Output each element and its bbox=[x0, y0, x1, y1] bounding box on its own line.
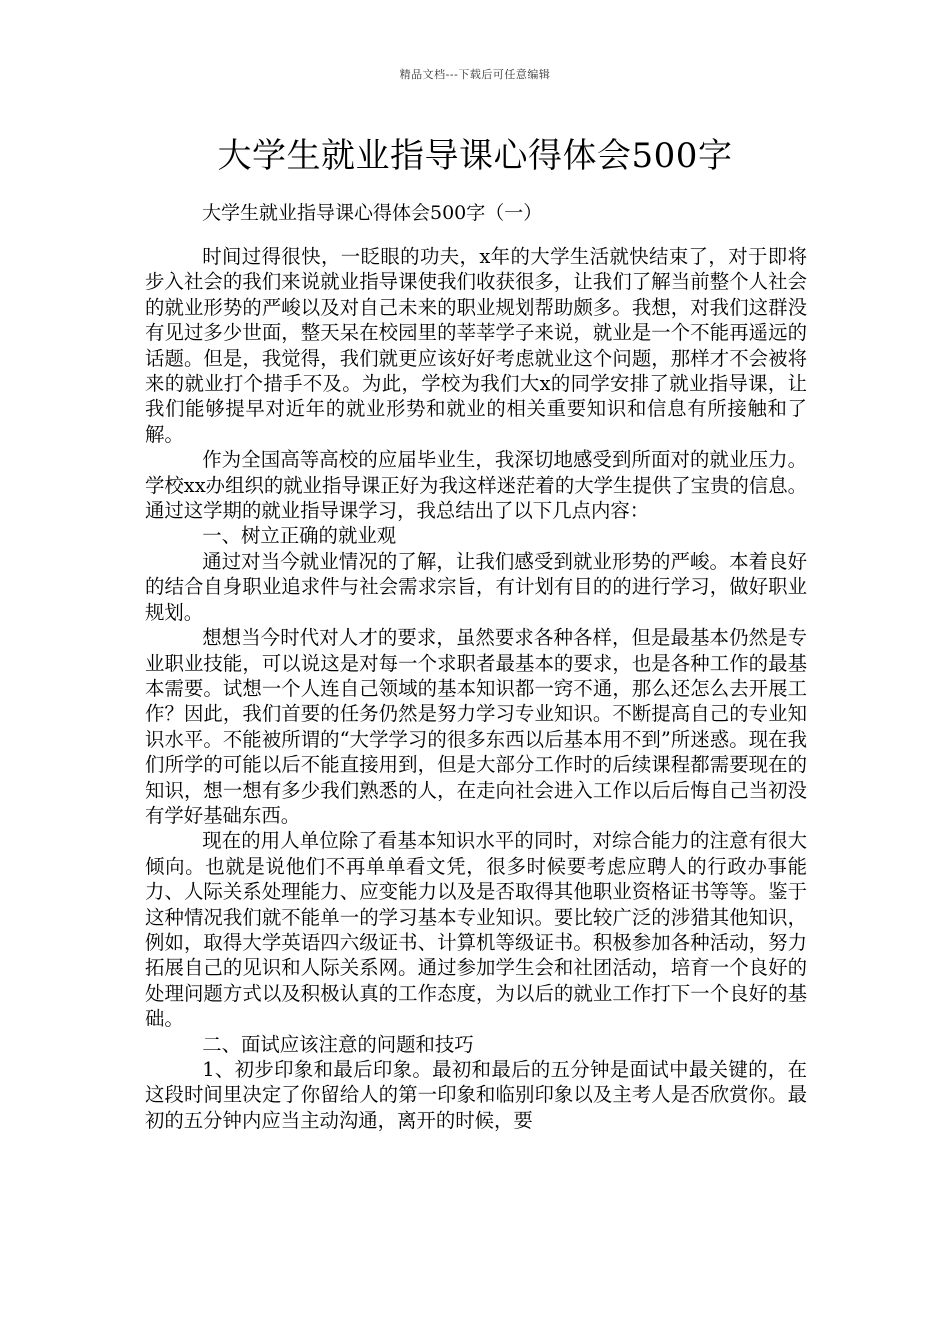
document-title: 大学生就业指导课心得体会500字 bbox=[217, 136, 733, 176]
paragraph: 1、初步印象和最后印象。最初和最后的五分钟是面试中最关键的，在这段时间里决定了你留给人的第一印象和临别印象以及主考人是否欣赏你。最初的五分钟内应当主动沟通，离开的时候，要 bbox=[145, 1058, 807, 1132]
header-note: 精品文档---下载后可任意编辑 bbox=[399, 68, 551, 81]
section-heading: 二、面试应该注意的问题和技巧 bbox=[202, 1032, 474, 1056]
paragraph: 作为全国高等高校的应届毕业生，我深切地感受到所面对的就业压力。学校xx办组织的就业指导课正好为我这样迷茫着的大学生提供了宝贵的信息。通过这学期的就业指导课学习，我总结出了以下几点内容： bbox=[145, 448, 807, 523]
document-body bbox=[145, 244, 807, 1324]
paragraph: 通过对当今就业情况的了解，让我们感受到就业形势的严峻。本着良好的结合自身职业追求件与社会需求宗旨，有计划有目的的进行学习，做好职业规划。 bbox=[145, 549, 807, 624]
section-subtitle: 大学生就业指导课心得体会500字（一） bbox=[202, 202, 543, 224]
paragraph: 想想当今时代对人才的要求，虽然要求各种各样，但是最基本仍然是专业职业技能，可以说这是对每一个求职者最基本的要求，也是各种工作的最基本需要。试想一个人连自己领域的基本知识都一窍不通，那么还怎么去开展工作？因此，我们首要的任务仍然是努力学习专业知识。不断提高自己的专业知识水平。不能被所谓的“大学学习的很多东西以后基本用不到”所迷惑。现在我们所学的可能以后不能直接用到，但是大部分工作时的后续课程都需要现在的知识，想一想有多少我们熟悉的人，在走向社会进入工作以后后悔自己当初没有学好基础东西。 bbox=[145, 626, 807, 827]
section-heading: 一、树立正确的就业观 bbox=[202, 524, 397, 548]
paragraph: 时间过得很快，一眨眼的功夫，x年的大学生活就快结束了，对于即将步入社会的我们来说就业指导课使我们收获很多，让我们了解当前整个人社会的就业形势的严峻以及对自己未来的职业规划帮助颇多。我想，对我们这群没有见过多少世面，整天呆在校园里的莘莘学子来说，就业是一个不能再遥远的话题。但是，我觉得，我们就更应该好好考虑就业这个问题，那样才不会被将来的就业打个措手不及。为此，学校为我们大x的同学安排了就业指导课，让我们能够提早对近年的就业形势和就业的相关重要知识和信息有所接触和了解。 bbox=[145, 245, 807, 446]
paragraph: 现在的用人单位除了看基本知识水平的同时，对综合能力的注意有很大倾向。也就是说他们不再单单看文凭，很多时候要考虑应聘人的行政办事能力、人际关系处理能力、应变能力以及是否取得其他职业资格证书等等。鉴于这种情况我们就不能单一的学习基本专业知识。要比较广泛的涉猎其他知识，例如，取得大学英语四六级证书、计算机等级证书。积极参加各种活动，努力拓展自己的见识和人际关系网。通过参加学生会和社团活动，培育一个良好的处理问题方式以及积极认真的工作态度，为以后的就业工作打下一个良好的基础。 bbox=[145, 829, 807, 1031]
